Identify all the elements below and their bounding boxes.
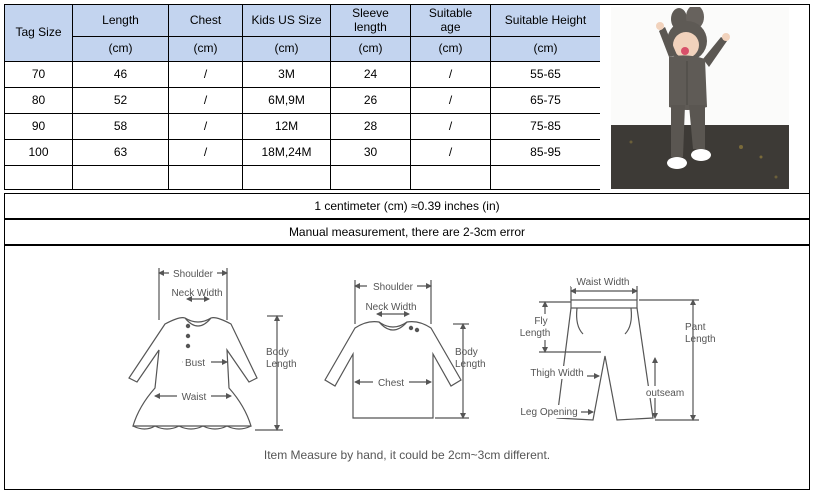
table-row <box>5 88 601 114</box>
table-unit-row <box>5 37 601 62</box>
header-tag-size: Tag Size <box>5 5 73 62</box>
pants-pant-length-label-2: Length <box>685 334 716 345</box>
pants-fly-length-label-2: Length <box>519 328 551 339</box>
table-row-empty <box>5 166 601 190</box>
cell-length: 63 <box>73 140 169 166</box>
dress-bust-label: Bust <box>184 358 206 369</box>
size-chart-table <box>4 4 601 190</box>
pants-outseam-label: outseam <box>645 388 685 399</box>
cell-length: 46 <box>73 62 169 88</box>
cell-sleeve-length: 26 <box>331 88 411 114</box>
unit-conversion-note: 1 centimeter (cm) ≈0.39 inches (in) <box>4 193 810 219</box>
unit-length: (cm) <box>73 37 169 62</box>
cell-sleeve-length: 24 <box>331 62 411 88</box>
dress-shoulder-label: Shoulder <box>172 269 214 280</box>
cell-suitable-height: 65-75 <box>491 88 601 114</box>
shirt-chest-label: Chest <box>377 378 405 389</box>
header-length: Length <box>73 5 169 37</box>
cell-suitable-height: 85-95 <box>491 140 601 166</box>
header-chest: Chest <box>169 5 243 37</box>
cell-kids-us-size: 6M,9M <box>243 88 331 114</box>
shirt-neck-width-label: Neck Width <box>365 302 417 313</box>
cell-length: 58 <box>73 114 169 140</box>
dress-body-length-label-1: Body <box>266 347 289 358</box>
cell-kids-us-size: 12M <box>243 114 331 140</box>
cell-kids-us-size: 3M <box>243 62 331 88</box>
cell-suitable-height: 55-65 <box>491 62 601 88</box>
cell-length: 52 <box>73 88 169 114</box>
unit-chest: (cm) <box>169 37 243 62</box>
table-row <box>5 114 601 140</box>
cell-chest: / <box>169 62 243 88</box>
measurement-error-note: Manual measurement, there are 2-3cm error <box>4 219 810 245</box>
pants-pant-length-label-1: Pant <box>685 322 706 333</box>
unit-kids-us-size: (cm) <box>243 37 331 62</box>
cell-chest: / <box>169 88 243 114</box>
cell-tag-size: 70 <box>5 62 73 88</box>
cell-suitable-age: / <box>411 140 491 166</box>
unit-sleeve-length: (cm) <box>331 37 411 62</box>
pants-leg-opening-label: Leg Opening <box>520 407 578 418</box>
shirt-body-length-label-2: Length <box>455 359 486 370</box>
cell-sleeve-length: 30 <box>331 140 411 166</box>
table-header-row <box>5 5 601 37</box>
header-suitable-age: Suitable age <box>411 5 491 37</box>
cell-kids-us-size: 18M,24M <box>243 140 331 166</box>
measurement-diagram-panel <box>4 245 810 490</box>
pants-waist-width-label: Waist Width <box>576 277 630 288</box>
table-row <box>5 140 601 166</box>
header-kids-us-size: Kids US Size <box>243 5 331 37</box>
pants-diagram <box>539 286 699 420</box>
cell-tag-size: 90 <box>5 114 73 140</box>
cell-suitable-age: / <box>411 88 491 114</box>
cell-sleeve-length: 28 <box>331 114 411 140</box>
shirt-body-length-label-1: Body <box>455 347 478 358</box>
table-row <box>5 62 601 88</box>
dress-neck-width-label: Neck Width <box>171 288 223 299</box>
cell-suitable-age: / <box>411 62 491 88</box>
unit-suitable-age: (cm) <box>411 37 491 62</box>
unit-suitable-height: (cm) <box>491 37 601 62</box>
header-sleeve-length: Sleeve length <box>331 5 411 37</box>
shirt-shoulder-label: Shoulder <box>372 282 414 293</box>
cell-chest: / <box>169 114 243 140</box>
measure-by-hand-note: Item Measure by hand, it could be 2cm~3cm different. <box>263 448 551 462</box>
pants-thigh-width-label: Thigh Width <box>530 368 584 379</box>
cell-tag-size: 80 <box>5 88 73 114</box>
cell-suitable-height: 75-85 <box>491 114 601 140</box>
cell-suitable-age: / <box>411 114 491 140</box>
dress-waist-label: Waist <box>181 392 207 403</box>
cell-chest: / <box>169 140 243 166</box>
cell-tag-size: 100 <box>5 140 73 166</box>
shirt-diagram <box>325 280 469 418</box>
header-suitable-height: Suitable Height <box>491 5 601 37</box>
product-photo-cell <box>600 4 810 193</box>
pants-fly-length-label-1: Fly <box>534 316 548 327</box>
dress-body-length-label-2: Length <box>266 359 297 370</box>
product-photo <box>611 7 789 189</box>
